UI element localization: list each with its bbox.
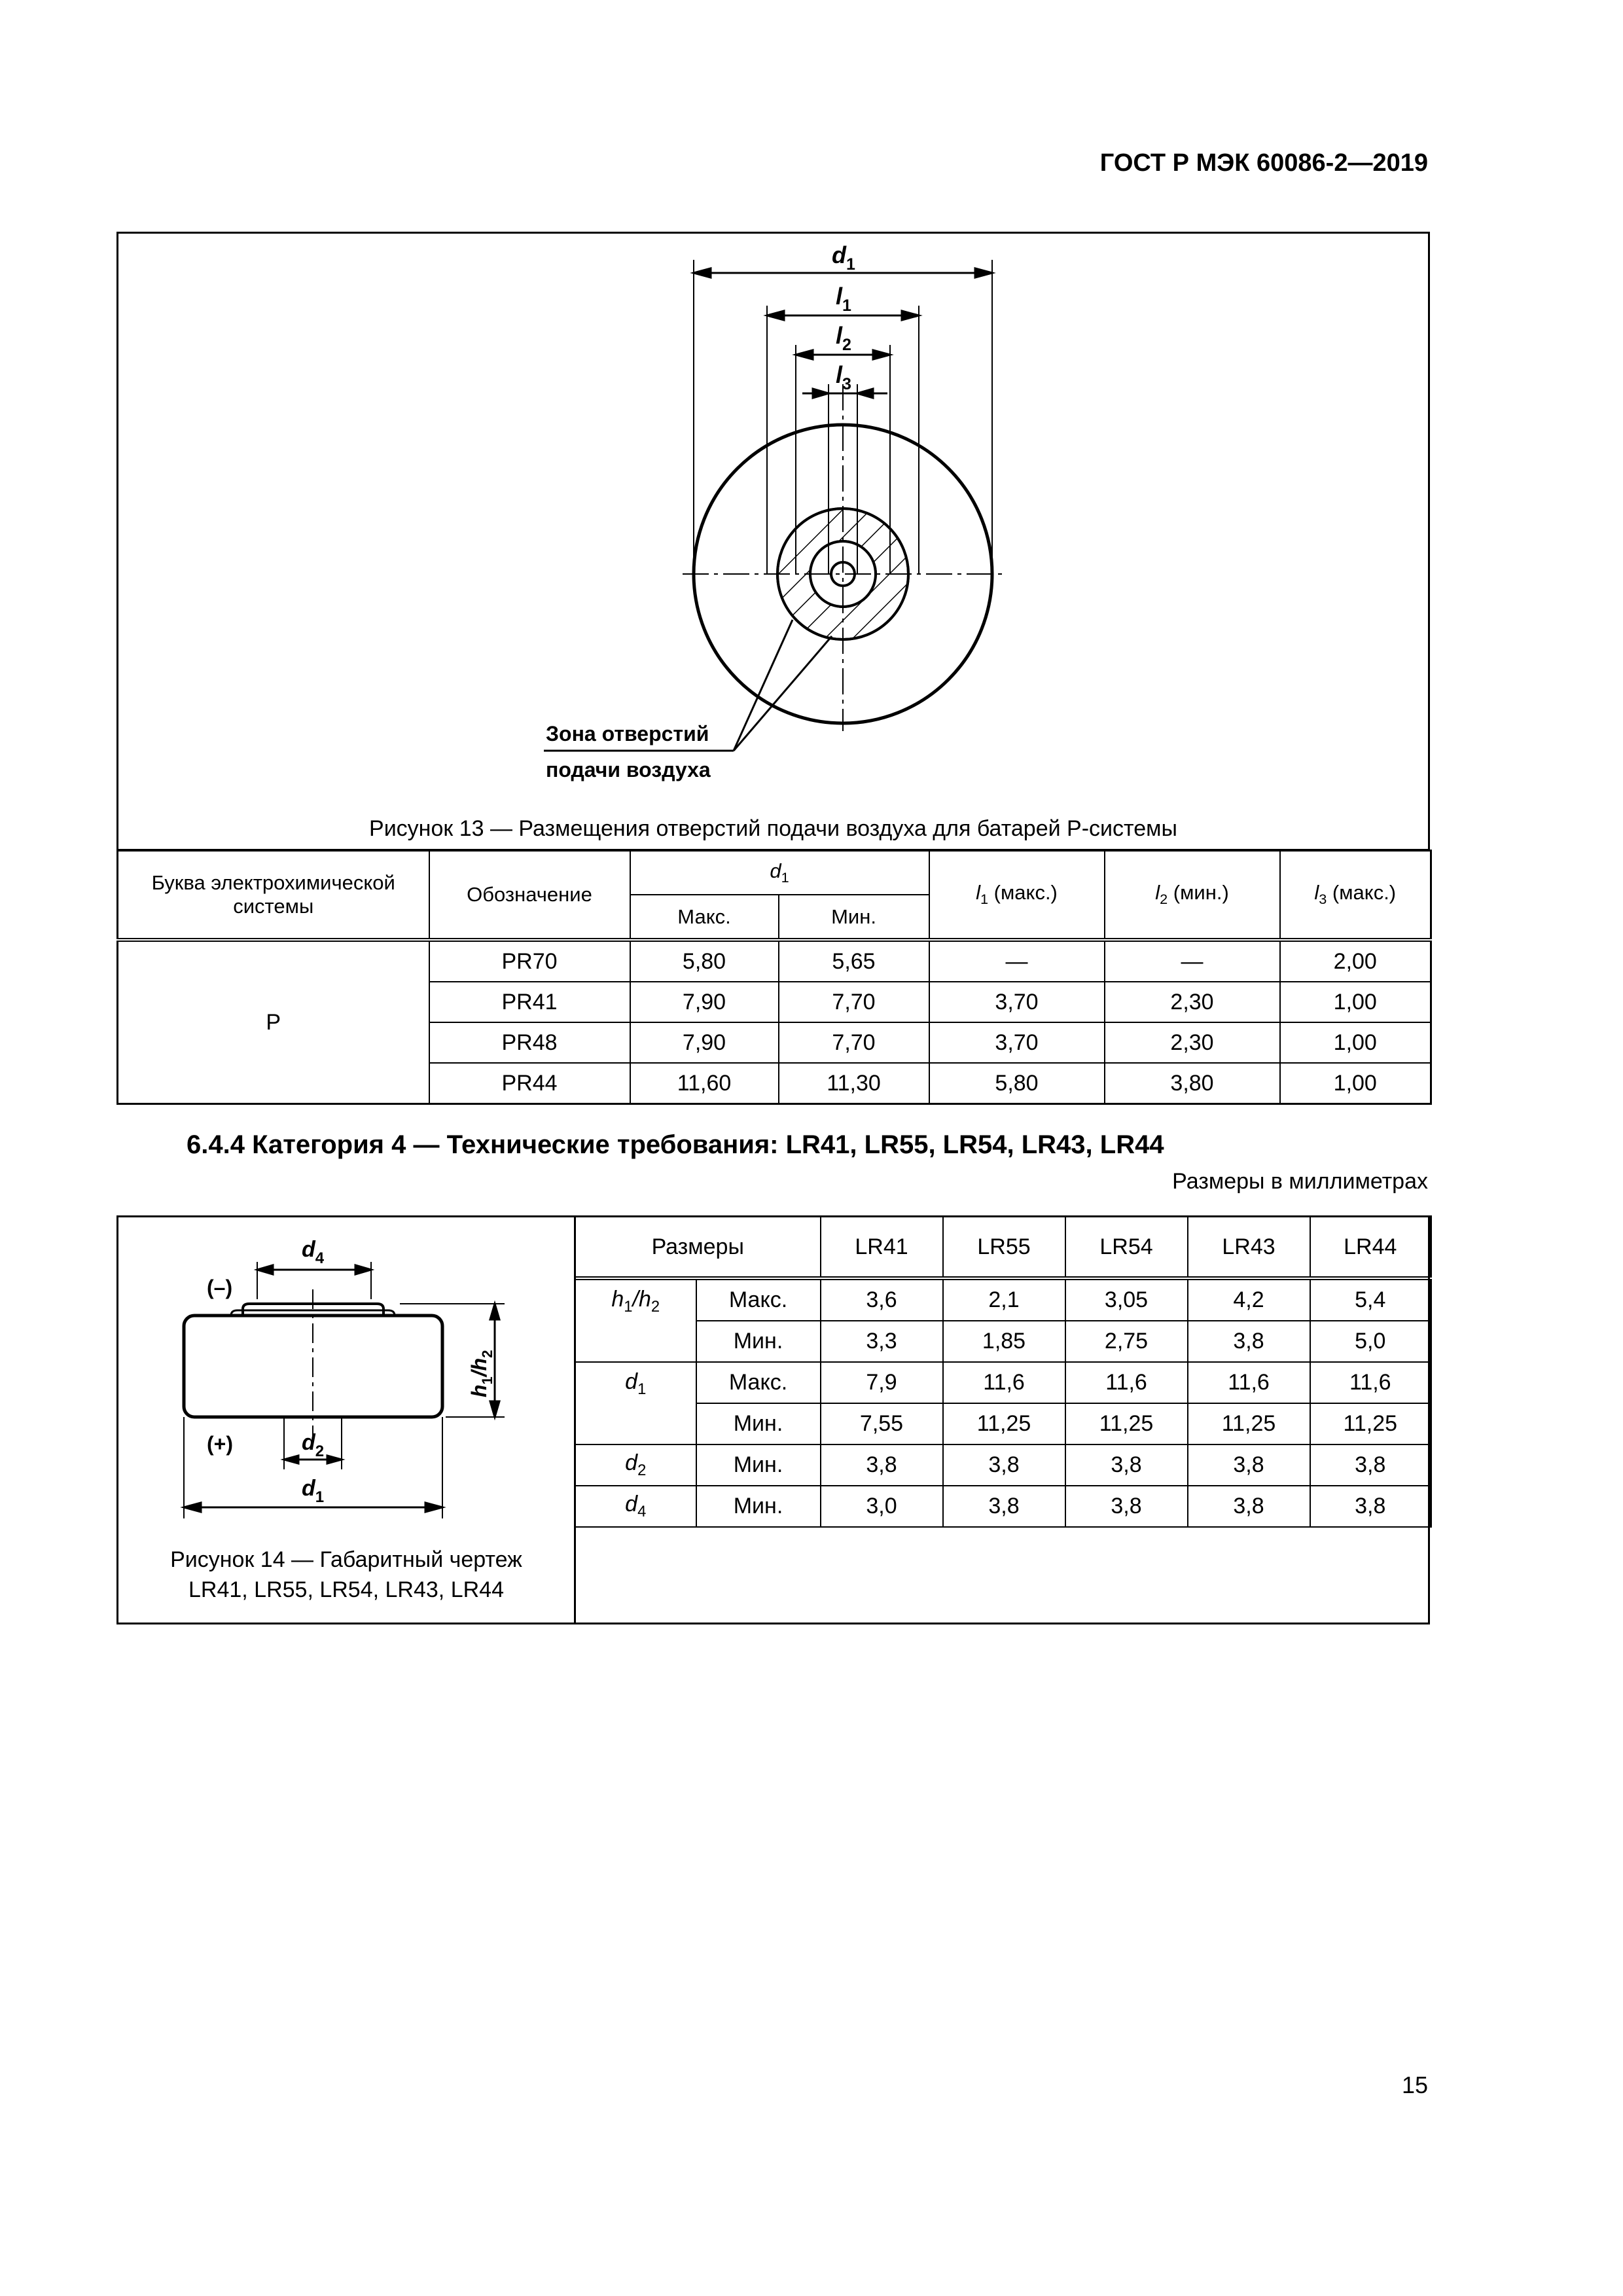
col-header-sizes: Размеры: [575, 1217, 821, 1279]
table-row: [118, 940, 1431, 982]
cell-value: 5,0: [1310, 1321, 1431, 1362]
cell-value: 3,0: [821, 1486, 943, 1527]
col-header-model: LR43: [1188, 1217, 1310, 1279]
cell-designation: PR44: [429, 1063, 630, 1104]
cell-value: 4,2: [1188, 1278, 1310, 1321]
cell-kind: Мин.: [696, 1444, 821, 1486]
cell-value: 11,25: [1065, 1403, 1188, 1444]
cell-value: 3,8: [1188, 1321, 1310, 1362]
cell-value: 3,3: [821, 1321, 943, 1362]
table-row: [575, 1486, 1431, 1527]
cell-value: 1,85: [943, 1321, 1065, 1362]
col-header-max: Макс.: [630, 895, 779, 940]
cell-l1: 3,70: [929, 1022, 1105, 1063]
cell-d1-min: 5,65: [779, 940, 929, 982]
cell-value: 7,9: [821, 1362, 943, 1403]
section-heading: 6.4.4 Категория 4 — Технические требования: LR41, LR55, LR54, LR43, LR44: [187, 1130, 1164, 1159]
col-header-designation: Обозначение: [429, 851, 630, 941]
cell-kind: Макс.: [696, 1278, 821, 1321]
col-header-d1: $d_1$: [630, 851, 929, 895]
col-header-l2: $l_2$ (мин.): [1105, 851, 1280, 941]
col-header-model: LR44: [1310, 1217, 1431, 1279]
cell-value: 11,6: [1310, 1362, 1431, 1403]
col-header-model: LR55: [943, 1217, 1065, 1279]
cell-designation: PR41: [429, 982, 630, 1022]
figure-14-caption-line2: LR41, LR55, LR54, LR43, LR44: [188, 1577, 504, 1602]
cell-value: 3,8: [1310, 1444, 1431, 1486]
cell-designation: PR48: [429, 1022, 630, 1063]
cell-l1: —: [929, 940, 1105, 982]
col-header-min: Мин.: [779, 895, 929, 940]
table-row: [575, 1321, 1431, 1362]
cell-l2: —: [1105, 940, 1280, 982]
dim-label-l2: $l_2$: [836, 322, 851, 354]
cell-value: 2,75: [1065, 1321, 1188, 1362]
figure-14-caption: [118, 1545, 574, 1605]
dim-label-d1: $d_1$: [302, 1476, 325, 1506]
figure-13-box: [116, 232, 1430, 851]
param-d1: $d_1$: [575, 1362, 696, 1444]
zone-label-line1: Зона отверстий: [546, 722, 709, 745]
dim-label-l1: $l_1$: [836, 283, 851, 315]
dim-label-h1-h2: $h_1/h_2$: [467, 1350, 495, 1397]
cell-value: 3,8: [1065, 1486, 1188, 1527]
cell-value: 3,05: [1065, 1278, 1188, 1321]
cell-l3: 1,00: [1280, 1063, 1431, 1104]
cell-value: 3,8: [943, 1444, 1065, 1486]
cell-value: 7,55: [821, 1403, 943, 1444]
units-note: Размеры в миллиметрах: [1172, 1169, 1428, 1194]
param-d4: $d_4$: [575, 1486, 696, 1527]
table-1: [116, 850, 1432, 1105]
zone-label-line2: подачи воздуха: [546, 758, 711, 781]
cell-kind: Мин.: [696, 1486, 821, 1527]
table-row: [575, 1278, 1431, 1321]
cell-value: 3,8: [1188, 1444, 1310, 1486]
cell-l2: 2,30: [1105, 1022, 1280, 1063]
dim-label-l3: $l_3$: [836, 361, 851, 393]
cell-l3: 1,00: [1280, 982, 1431, 1022]
cell-l1: 5,80: [929, 1063, 1105, 1104]
cell-value: 11,6: [943, 1362, 1065, 1403]
table-row: [575, 1362, 1431, 1403]
table-row: [575, 1403, 1431, 1444]
cell-d1-min: 7,70: [779, 1022, 929, 1063]
col-header-l3: $l_3$ (макс.): [1280, 851, 1431, 941]
cell-value: 11,25: [1188, 1403, 1310, 1444]
cell-value: 3,8: [1065, 1444, 1188, 1486]
cell-kind: Мин.: [696, 1403, 821, 1444]
cell-value: 11,25: [1310, 1403, 1431, 1444]
cell-designation: PR70: [429, 940, 630, 982]
minus-terminal-label: (–): [207, 1276, 233, 1299]
cell-d1-min: 11,30: [779, 1063, 929, 1104]
cell-l2: 2,30: [1105, 982, 1280, 1022]
cell-value: 3,8: [821, 1444, 943, 1486]
dim-label-d4: $d_4$: [302, 1237, 325, 1267]
plus-terminal-label: (+): [207, 1432, 233, 1456]
cell-value: 3,8: [943, 1486, 1065, 1527]
param-h1-h2: $h_1/h_2$: [575, 1278, 696, 1362]
cell-d1-min: 7,70: [779, 982, 929, 1022]
cell-value: 11,6: [1188, 1362, 1310, 1403]
dim-label-d2: $d_2$: [302, 1430, 325, 1460]
dim-label-d1: $d_1$: [832, 242, 855, 274]
cell-kind: Мин.: [696, 1321, 821, 1362]
figure-14-drawing: [118, 1217, 574, 1518]
cell-l2: 3,80: [1105, 1063, 1280, 1104]
figure-13-caption: Рисунок 13 — Размещения отверстий подачи воздуха для батарей Р-системы: [369, 816, 1177, 841]
system-letter: P: [118, 940, 429, 1104]
table-row: [575, 1444, 1431, 1486]
table-2: [574, 1215, 1432, 1528]
cell-value: 3,8: [1310, 1486, 1431, 1527]
cell-value: 11,6: [1065, 1362, 1188, 1403]
document-header: ГОСТ Р МЭК 60086-2—2019: [1099, 149, 1428, 177]
cell-value: 11,25: [943, 1403, 1065, 1444]
cell-l1: 3,70: [929, 982, 1105, 1022]
cell-d1-max: 11,60: [630, 1063, 779, 1104]
cell-value: 5,4: [1310, 1278, 1431, 1321]
cell-l3: 2,00: [1280, 940, 1431, 982]
figure-13-drawing: [118, 234, 1428, 849]
cell-d1-max: 7,90: [630, 982, 779, 1022]
col-header-model: LR41: [821, 1217, 943, 1279]
cell-d1-max: 5,80: [630, 940, 779, 982]
col-header-letter: Буква электрохимической системы: [118, 851, 429, 941]
cell-d1-max: 7,90: [630, 1022, 779, 1063]
page-number: 15: [1401, 2072, 1428, 2098]
cell-kind: Макс.: [696, 1362, 821, 1403]
cell-value: 3,8: [1188, 1486, 1310, 1527]
col-header-model: LR54: [1065, 1217, 1188, 1279]
cell-value: 2,1: [943, 1278, 1065, 1321]
param-d2: $d_2$: [575, 1444, 696, 1486]
cell-value: 3,6: [821, 1278, 943, 1321]
figure-14-box: [116, 1215, 576, 1624]
figure-14-caption-line1: Рисунок 14 — Габаритный чертеж: [170, 1547, 522, 1572]
col-header-l1: $l_1$ (макс.): [929, 851, 1105, 941]
cell-l3: 1,00: [1280, 1022, 1431, 1063]
